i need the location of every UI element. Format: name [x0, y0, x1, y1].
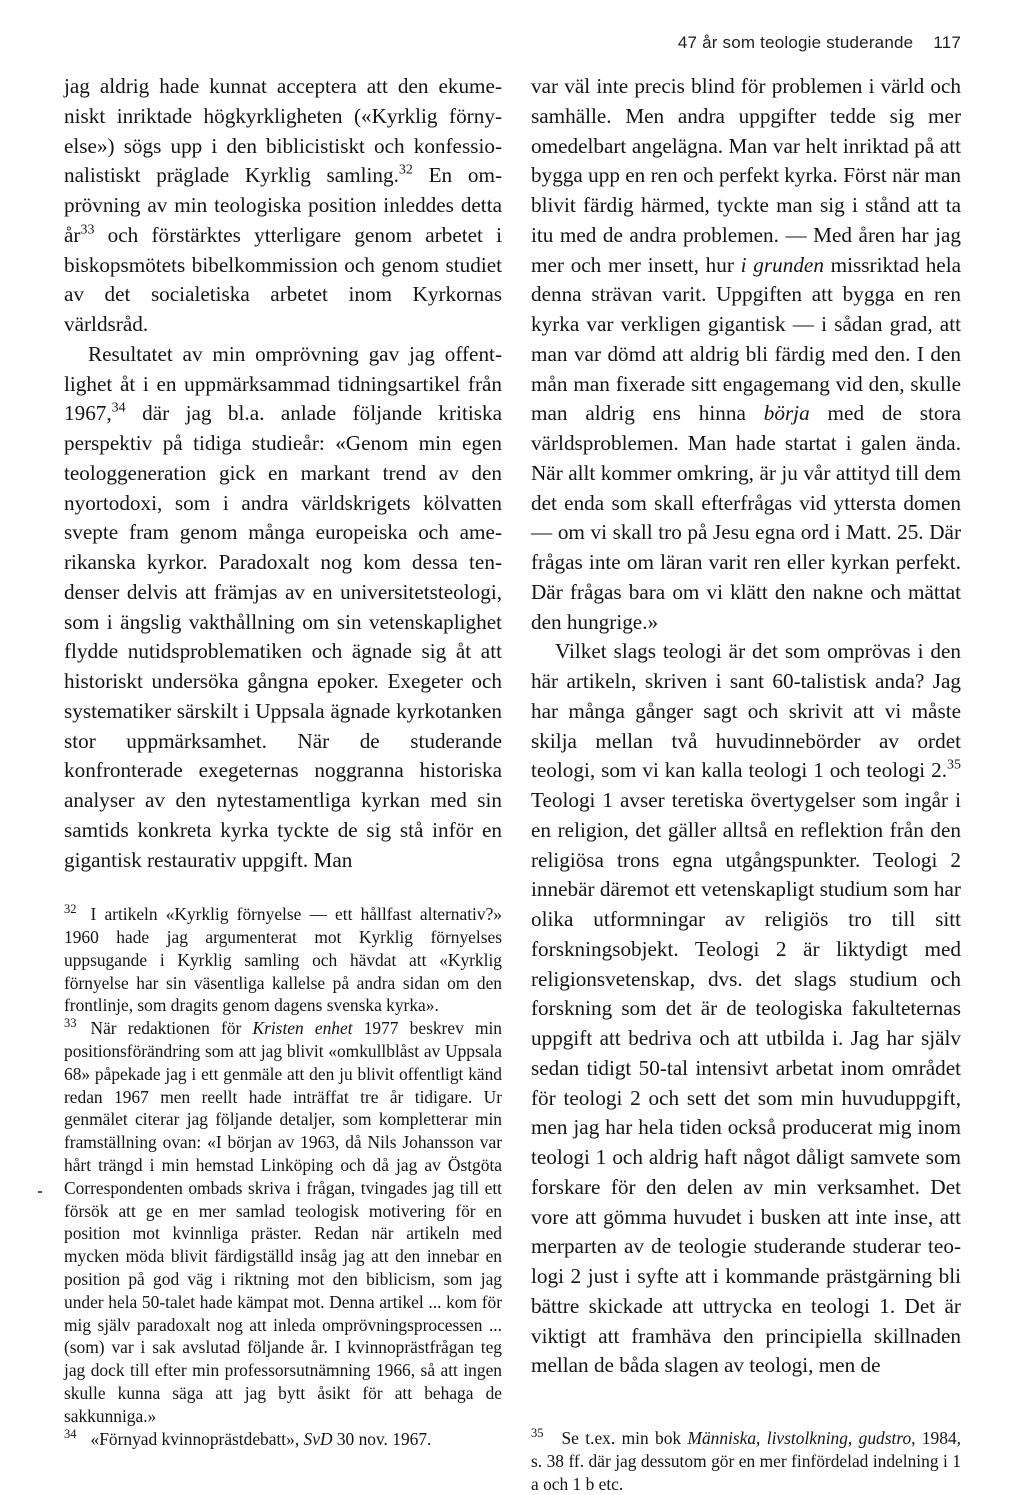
footnote: $^{35}$ Se t.ex. min bok Människa, livstolkning, gudstro, 1984, s. 38 ff. där jag dessutom gör en mer finfördelad indelning i 1 a och 1 b etc.: [531, 1426, 961, 1494]
right-column: [531, 72, 961, 1495]
margin-mark: [38, 1191, 42, 1193]
footnote: $^{33}$ När redaktionen för Kristen enhet 1977 beskrev min positionsförändring som att jag blivit «omkullblåst av Uppsala 68» påpekade jag i ett genmäle att den ju blivit offentligt känd redan 1967 men reellt hade inträffat tre år tidigare. Ur genmälet citerar jag följande detaljer, som kompletterar min framställning ovan: «I början av 1963, då Nils Johansson var hårt trängd i min hemstad Linköping och då jag av Östgöta Correspondenten ombads skriva i frågan, tvingades jag till ett försök att ge en mer samlad teologisk motivering för en position mot kvinnliga präster. Redan när artikeln med mycken möda blivit färdigställd insåg jag att den innebar en position på god väg i riktning mot den biblicism, som jag under hela 50-talet hade kämpat mot. Denna artikel ... kom för mig själv paradoxalt nog att inleda omprövningsprocessen ... (som) var i sak avslutad följande år. I kvinnoprästfrågan teg jag dock till efter min professorsutnämning 1966, så att ingen skulle kunna säga att jag bytt åsikt för att behaga de sakkunniga.»: [64, 1016, 502, 1426]
footnote-ref: 32: [398, 162, 413, 178]
paragraph: var väl inte precis blind för problemen i värld och samhälle. Men andra uppgifter tedde sig mer omedelbart angelägna. Man var helt inriktad på att bygga upp en ren och perfekt kyrka. Först när man blivit färdig härmed, tyckte man sig i stånd att ta itu med de andra problemen. — Med åren har jag mer och mer insett, hur i grunden missriktad hela denna strävan varit. Uppgiften att bygga en ren kyrka var verkligen gigantisk — i sådan grad, att man var dömd att aldrig bli färdig med den. I den mån man fixerade sitt engagemang vid den, skulle man aldrig ens hinna börja med de stora världsproblemen. Man hade startat i galen ända. När allt kommer omkring, är ju vår attityd till dem det enda som skall efterfrågas vid yttersta domen — om vi skall tro på Jesu egna ord i Matt. 25. Där frågas inte om läran varit ren eller kyrkan perfekt. Där frågas bara om vi klätt den nakne och mättat den hungrige.»: [531, 74, 961, 634]
left-column: [64, 72, 502, 1450]
paragraph: Vilket slags teologi är det som omprövas i den här artikeln, skriven i sant 60-talistisk anda? Jag har många gånger sagt och skrivit att vi måste skilja mellan två huvudinnebörder av ordet teologi, som vi kan kalla teologi 1 och teologi 2.35 Teologi 1 avser teretiska övertygelser som ingår i en religion, det gäller alltså en reflektion från den religiösa trons egna utgångspunkter. Teologi 2 innebär däremot ett vetenskapligt studium som har olika utformningar av religiös tro till sitt forskningsobjekt. Teologi 2 är liktydigt med religionsvetenskap, dvs. det slags studium och forskning som det är de teologiska fakulteternas uppgift att bedriva och att utbilda i. Jag har själv sedan tidigt 50-tal intensivt arbetat inom området för teologi 2 och sett det som min huvuduppgift, men jag har hela tiden också producerat mig inom teologi 1 och aldrig haft något dåligt samvete som forskare för den delen av min verksamhet. Det vore att gömma huvudet i busken att inte inse, att merparten av de teologie studerande studerar teologi 2 just i syfte att i kommande prästgärning bli bättre skickade att uttrycka en teologi 1. Det är viktigt att framhäva den principiella skillnaden mellan de båda slagen av teologi, men de: [531, 639, 961, 1378]
left-footnotes: [64, 903, 502, 1450]
right-body: [531, 72, 961, 1381]
running-head: [560, 33, 961, 53]
footnote-ref: 35: [947, 757, 961, 773]
footnote-ref: 34: [111, 400, 126, 416]
right-footnotes: [531, 1427, 961, 1495]
footnote: $^{32}$ I artikeln «Kyrklig förnyelse — ett hållfast alternativ?» 1960 hade jag argumenterat mot Kyrklig förnyelses uppsugande i Kyrklig samling och hävdat att «Kyrklig förnyelse har sin väsentliga kallelse på andra sidan om den frontlinje, som dragits genom dagens svenska kyrka».: [64, 902, 502, 1016]
footnote: $^{34}$ «Förnyad kvinnoprästdebatt», SvD 30 nov. 1967.: [64, 1426, 432, 1449]
page-number: 117: [933, 33, 961, 52]
footnote-ref: 33: [80, 222, 95, 238]
paragraph: jag aldrig hade kunnat acceptera att den ekumeniskt inriktade högkyrkligheten («Kyrklig förnyelse») sögs upp i den biblicistiskt och konfessionalistiskt präglade Kyrklig samling.$^{32}$ En omprövning av min teologiska position inleddes detta $år^{33}$ och förstärktes ytterligare genom arbetet i biskopsmötets bibelkommission och genom studiet av det socialetiska arbetet inom Kyrkornas världsråd.: [64, 74, 502, 336]
paragraph: Resultatet av min omprövning gav jag offentlighet åt i en uppmärksammad tidningsartikel från 1967,34 där jag bl.a. anlade följande kritiska perspektiv på tidiga studieår: «Genom min egen teologgeneration gick en markant trend av den nyortodoxi, som i andra världskrigets kölvatten svepte fram genom många europeiska och amerikanska kyrkor. Paradoxalt nog kom dessa tendenser delvis att främjas av en universitetsteologi, som i ängslig vakthållning om sin vetenskaplighet flydde nutidsproblematiken och ägnade sig åt att historiskt undersöka gångna epoker. Exegeter och systematiker särskilt i Uppsala ägnade kyrkotanken stor uppmärksamhet. När de studerande konfronterade exegeternas noggranna historiska analyser av den nytestamentliga kyrkan med sin samtids konkreta kyrka tyckte de sig stå inför en gigantisk restaurativ uppgift. Man: [64, 341, 502, 872]
left-body: [64, 72, 502, 875]
running-title: 47 år som teologie studerande: [677, 33, 914, 52]
